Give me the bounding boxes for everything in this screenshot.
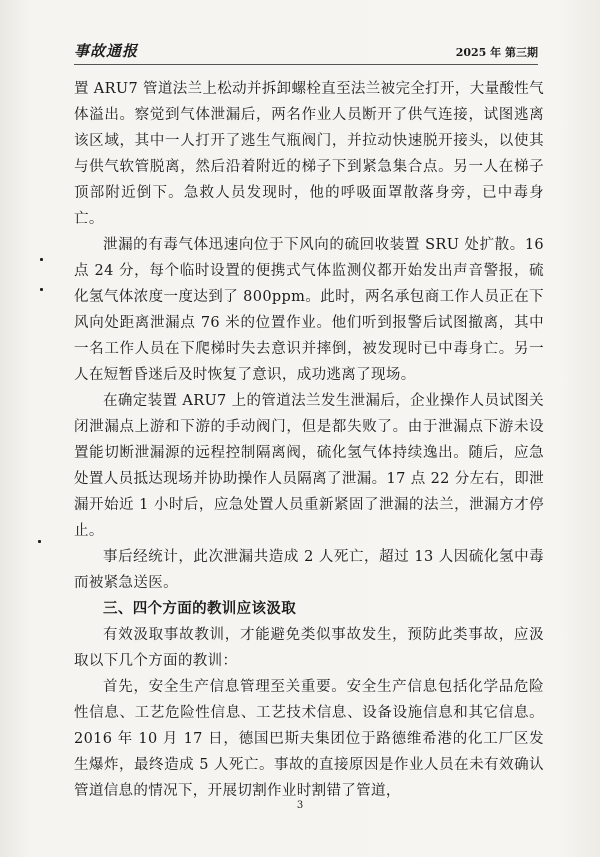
journal-title: 事故通报	[74, 42, 139, 60]
paragraph: 在确定装置 ARU7 上的管道法兰发生泄漏后，企业操作人员试图关闭泄漏点上游和下游的手动阀门，但是都失败了。由于泄漏点下游未设置能切断泄漏源的远程控制隔离阀，硫化氢气体持续逸出。随后，应急处置人员抵达现场并协助操作人员隔离了泄漏。17 点 22 分左右，即泄漏开始近 1 小时后，应急处置人员重新紧固了泄漏的法兰，泄漏方才停止。	[74, 393, 544, 539]
section-heading: 三、四个方面的教训应该汲取	[103, 601, 297, 617]
paragraph: 泄漏的有毒气体迅速向位于下风向的硫回收装置 SRU 处扩散。16 点 24 分，每个临时设置的便携式气体监测仪都开始发出声音警报，硫化氢气体浓度一度达到了 800ppm。此时，两名承包商工作人员正在下风向处距离泄漏点 76 米的位置作业。他们听到报警后试图撤离，其中一名工作人员在下爬梯时失去意识并摔倒，被发现时已中毒身亡。另一人在短暂昏迷后及时恢复了意识，成功逃离了现场。	[74, 237, 544, 383]
page-number: 3	[296, 800, 304, 811]
article-body	[74, 76, 544, 804]
scan-speck	[38, 540, 41, 543]
scan-speck	[40, 288, 43, 291]
paragraph: 有效汲取事故教训，才能避免类似事故发生，预防此类事故，应汲取以下几个方面的教训：	[74, 627, 544, 669]
page-header	[74, 38, 538, 65]
scan-speck	[40, 258, 43, 261]
issue-label: 2025 年 第三期	[455, 46, 538, 59]
paragraph-continued: 置 ARU7 管道法兰上松动并拆卸螺栓直至法兰被完全打开，大量酸性气体溢出。察觉到气体泄漏后，两名作业人员断开了供气连接，试图逃离该区域，其中一人打开了逃生气瓶阀门，并拉动快速脱开接头，以使其与供气软管脱离，然后沿着附近的梯子下到紧急集合点。另一人在梯子顶部附近倒下。急救人员发现时，他的呼吸面罩散落身旁，已中毒身亡。	[74, 81, 544, 227]
paragraph: 首先，安全生产信息管理至关重要。安全生产信息包括化学品危险性信息、工艺危险性信息、工艺技术信息、设备设施信息和其它信息。2016 年 10 月 17 日，德国巴斯夫集团位于路德维希港的化工厂区发生爆炸，最终造成 5 人死亡。事故的直接原因是作业人员在未有效确认管道信息的情况下，开展切割作业时割错了管道，	[74, 679, 544, 799]
paragraph: 事后经统计，此次泄漏共造成 2 人死亡，超过 13 人因硫化氢中毒而被紧急送医。	[74, 549, 544, 591]
